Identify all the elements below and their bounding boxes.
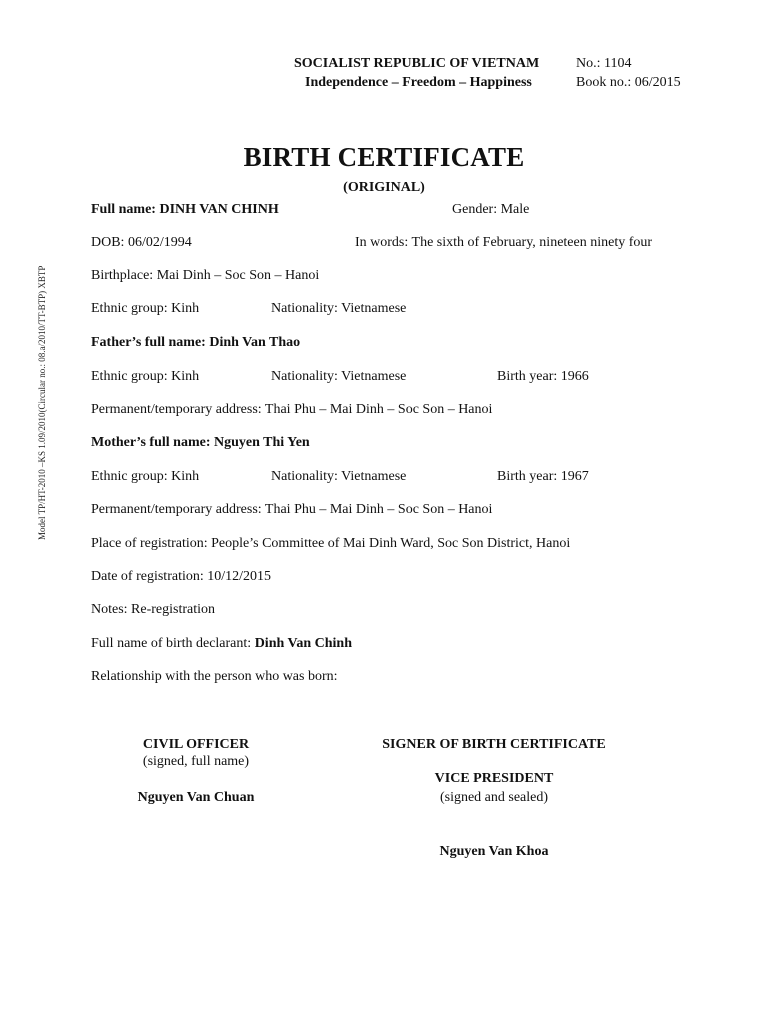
relationship: Relationship with the person who was born:: [91, 669, 338, 684]
mother-name-label: Mother’s full name:: [91, 435, 214, 450]
signer-title: SIGNER OF BIRTH CERTIFICATE: [382, 737, 606, 752]
date-of-birth-words: In words: The sixth of February, nineteen ninety four: [355, 235, 653, 250]
declarant-label: Full name of birth declarant:: [91, 636, 255, 651]
full-name-row: [91, 202, 279, 218]
father-nationality: Nationality: Vietnamese: [271, 369, 407, 384]
father-birth-year: Birth year: 1966: [497, 369, 589, 384]
mother-nationality: Nationality: Vietnamese: [271, 469, 407, 484]
registration-notes: Notes: Re-registration: [91, 602, 216, 617]
country-name: SOCIALIST REPUBLIC OF VIETNAM: [294, 56, 540, 71]
place-of-registration: Place of registration: People’s Committee of Mai Dinh Ward, Soc Son District, Hanoi: [91, 536, 571, 551]
father-name-label: Father’s full name:: [91, 335, 210, 350]
mother-birth-year: Birth year: 1967: [497, 469, 589, 484]
certificate-number: No.: 1104: [576, 56, 632, 71]
declarant-row: [91, 636, 352, 652]
document-title: BIRTH CERTIFICATE: [243, 142, 525, 172]
civil-officer-note: (signed, full name): [142, 754, 250, 769]
civil-officer-title: CIVIL OFFICER: [142, 737, 250, 752]
signer-note: (signed and sealed): [439, 790, 549, 805]
mother-name-value: Nguyen Thi Yen: [214, 435, 310, 450]
full-name-value: DINH VAN CHINH: [159, 202, 279, 217]
father-name-row: [91, 335, 300, 351]
father-name-value: Dinh Van Thao: [209, 335, 301, 350]
document-subtitle: (ORIGINAL): [343, 180, 425, 195]
person-ethnic-group: Ethnic group: Kinh: [91, 301, 200, 316]
national-motto: Independence – Freedom – Happiness: [305, 75, 532, 90]
mother-name-row: [91, 435, 310, 451]
birthplace: Birthplace: Mai Dinh – Soc Son – Hanoi: [91, 268, 320, 283]
father-address: Permanent/temporary address: Thai Phu – Mai Dinh – Soc Son – Hanoi: [91, 402, 493, 417]
mother-address: Permanent/temporary address: Thai Phu – Mai Dinh – Soc Son – Hanoi: [91, 502, 493, 517]
signer-name: Nguyen Van Khoa: [439, 844, 549, 859]
date-of-birth: DOB: 06/02/1994: [91, 235, 192, 250]
signer-position: VICE PRESIDENT: [434, 771, 554, 786]
gender: Gender: Male: [452, 202, 530, 217]
mother-ethnic-group: Ethnic group: Kinh: [91, 469, 200, 484]
declarant-name: Dinh Van Chinh: [254, 636, 352, 651]
date-of-registration: Date of registration: 10/12/2015: [91, 569, 272, 584]
book-number: Book no.: 06/2015: [576, 75, 681, 90]
form-model-note: Model TP/HT-2010 –KS 1.09/2010(Circular no.: 08.a/2010/TT-BTP) XBTP: [37, 265, 47, 540]
full-name-label: Full name:: [91, 202, 160, 217]
civil-officer-name: Nguyen Van Chuan: [137, 790, 255, 805]
father-ethnic-group: Ethnic group: Kinh: [91, 369, 200, 384]
person-nationality: Nationality: Vietnamese: [271, 301, 407, 316]
